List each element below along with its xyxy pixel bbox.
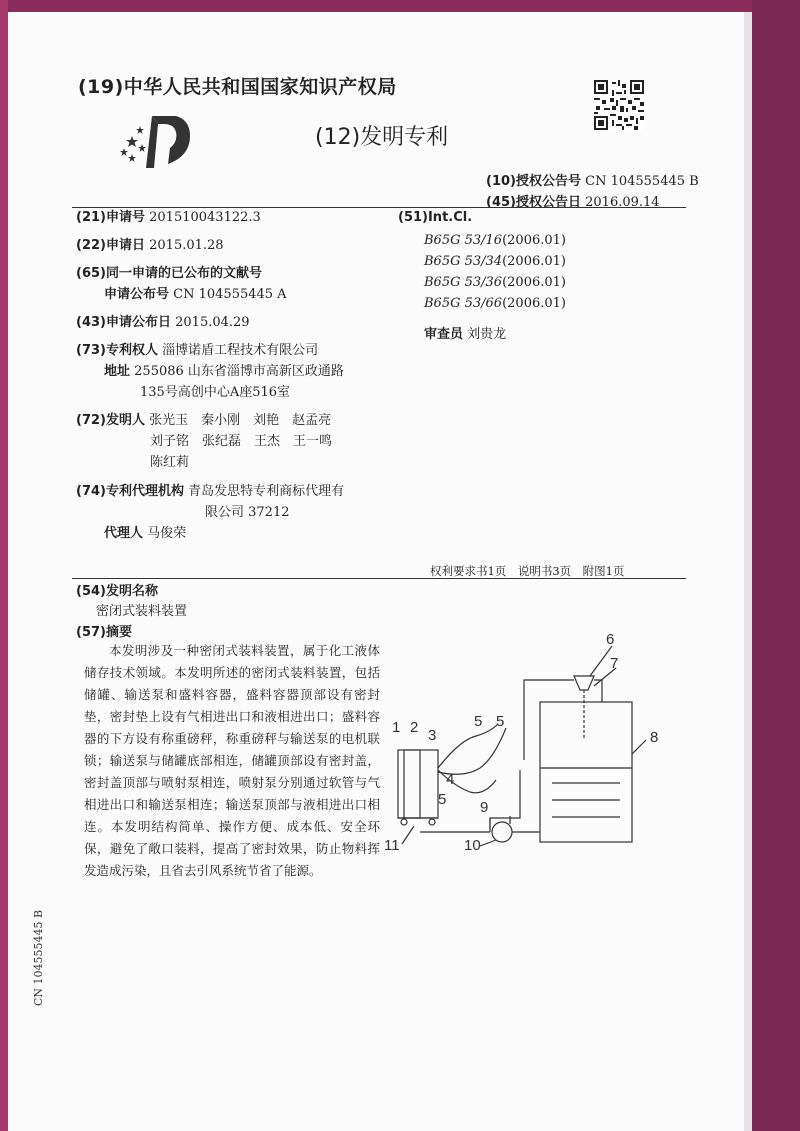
inventors-line1: 张光玉 秦小刚 刘艳 赵孟亮 [149, 413, 332, 428]
label-11: 11 [384, 837, 400, 854]
class-code-3: B65G 53/36 [424, 275, 503, 290]
int-cl-label: (51)Int.Cl. [398, 210, 473, 225]
class-code-2: B65G 53/34 [424, 254, 503, 269]
class-code-4: B65G 53/66 [424, 296, 503, 311]
label-7: 7 [610, 655, 619, 672]
pub-date-label: (43)申请公布日 [76, 315, 171, 330]
pub-date: 2015.04.29 [175, 315, 250, 330]
qr-code-icon[interactable] [594, 80, 644, 130]
pub-date-row [76, 311, 250, 330]
agent-row [104, 522, 186, 541]
grant-pub-no-row [486, 170, 699, 189]
leader-8 [632, 740, 646, 754]
scan-edge-right [752, 0, 800, 1131]
device-diagram [380, 620, 680, 860]
inventors-label: (72)发明人 [76, 413, 145, 428]
grant-date-label: (45)授权公告日 [486, 195, 581, 210]
class-ver-4: (2006.01) [502, 296, 566, 311]
address-label: 地址 [104, 364, 131, 379]
grant-pub-no: CN 104555445 B [585, 174, 699, 189]
label-5b: 5 [496, 713, 505, 730]
agency-row [76, 480, 344, 499]
document-type: (12)发明专利 [315, 125, 449, 150]
title-label: (54)发明名称 [76, 584, 158, 599]
leader-10 [480, 840, 496, 846]
label-8: 8 [650, 729, 659, 746]
invention-title: 密闭式装料装置 [96, 604, 188, 619]
address-line1: 255086 山东省淄博市高新区政通路 [134, 364, 344, 379]
app-date: 2015.01.28 [149, 238, 224, 253]
app-no: 201510043122.3 [149, 210, 261, 225]
label-4: 4 [446, 771, 455, 788]
inventors-row [76, 409, 331, 428]
label-2: 2 [410, 719, 419, 736]
address-row [104, 360, 344, 379]
leader-11 [402, 826, 414, 844]
abstract-text [84, 640, 380, 882]
agency-label: (74)专利代理机构 [76, 484, 184, 499]
label-5a: 5 [474, 713, 483, 730]
inventors-line3: 陈红莉 [150, 455, 190, 470]
label-1: 1 [392, 719, 401, 736]
grant-date: 2016.09.14 [585, 195, 660, 210]
scan-edge-shadow [744, 12, 752, 1131]
side-code-container [28, 898, 48, 1008]
abstract-label: (57)摘要 [76, 625, 132, 640]
agency-line2: 限公司 37212 [205, 505, 290, 520]
class-ver-2: (2006.01) [502, 254, 566, 269]
pub-no-label: 申请公布号 [104, 287, 170, 302]
container-8-shape [540, 702, 632, 842]
class-row-3 [424, 275, 566, 290]
class-ver-1: (2006.01) [502, 233, 566, 248]
abstract-paragraph: 本发明涉及一种密闭式装料装置，属于化工液体储存技术领域。本发明所述的密闭式装料装置，包括储罐、输送泵和盛料容器，盛料容器顶部设有密封垫，密封垫上设有气相进出口和液相进出口；盛料容器的下方设有称重磅秤，称重磅秤与输送泵的电机联锁；输送泵与储罐底部相连，储罐顶部设有密封盖，密封盖顶部与喷射泵相连，喷射泵分别通过软管与气相进出口和输送泵相连；输送泵顶部与液相进出口相连。本发明结构简单、操作方便、成本低、安全环保，避免了敞口装料，提高了密封效果，防止物料挥发造成污染，且省去引风系统节省了能源。 [84, 643, 380, 878]
scan-edge-top [0, 0, 800, 12]
examiner-label: 审查员 [424, 327, 464, 342]
class-row-2 [424, 254, 566, 269]
app-date-label: (22)申请日 [76, 238, 145, 253]
inventors-line2: 刘子铭 张纪磊 王杰 王一鸣 [150, 434, 333, 449]
label-9: 9 [480, 799, 489, 816]
class-ver-3: (2006.01) [502, 275, 566, 290]
pub-no: CN 104555445 A [173, 287, 287, 302]
cnipa-logo-icon [118, 112, 198, 172]
class-row-1 [424, 233, 566, 248]
examiner-row [424, 323, 506, 342]
app-date-row [76, 234, 224, 253]
patentee: 淄博诺盾工程技术有限公司 [162, 343, 319, 358]
scan-edge-left [0, 0, 8, 1131]
examiner: 刘贵龙 [467, 327, 507, 342]
pub-no-row [104, 283, 287, 302]
app-no-row [76, 206, 261, 225]
patentee-label: (73)专利权人 [76, 343, 158, 358]
label-3: 3 [428, 727, 437, 744]
agency-line1: 青岛发思特专利商标代理有 [188, 484, 345, 499]
section-divider [72, 578, 686, 579]
class-code-1: B65G 53/16 [424, 233, 503, 248]
agent-label: 代理人 [104, 526, 144, 541]
leader-6 [590, 646, 612, 676]
label-10: 10 [464, 837, 481, 854]
published-docs-label-text: (65)同一申请的已公布的文献号 [76, 266, 262, 281]
patentee-row [76, 339, 318, 358]
label-5c: 5 [438, 791, 447, 808]
grant-pub-no-label: (10)授权公告号 [486, 174, 581, 189]
address-line2: 135号高创中心A座516室 [140, 385, 291, 400]
pages-info: 权利要求书1页 说明书3页 附图1页 [430, 564, 625, 578]
side-code: CN 104555445 B [32, 909, 45, 1006]
agency-title: (19)中华人民共和国国家知识产权局 [78, 76, 397, 98]
class-row-4 [424, 296, 566, 311]
label-6: 6 [606, 631, 615, 648]
app-no-label: (21)申请号 [76, 210, 145, 225]
agent: 马俊荣 [147, 526, 187, 541]
published-docs-label [76, 262, 262, 281]
